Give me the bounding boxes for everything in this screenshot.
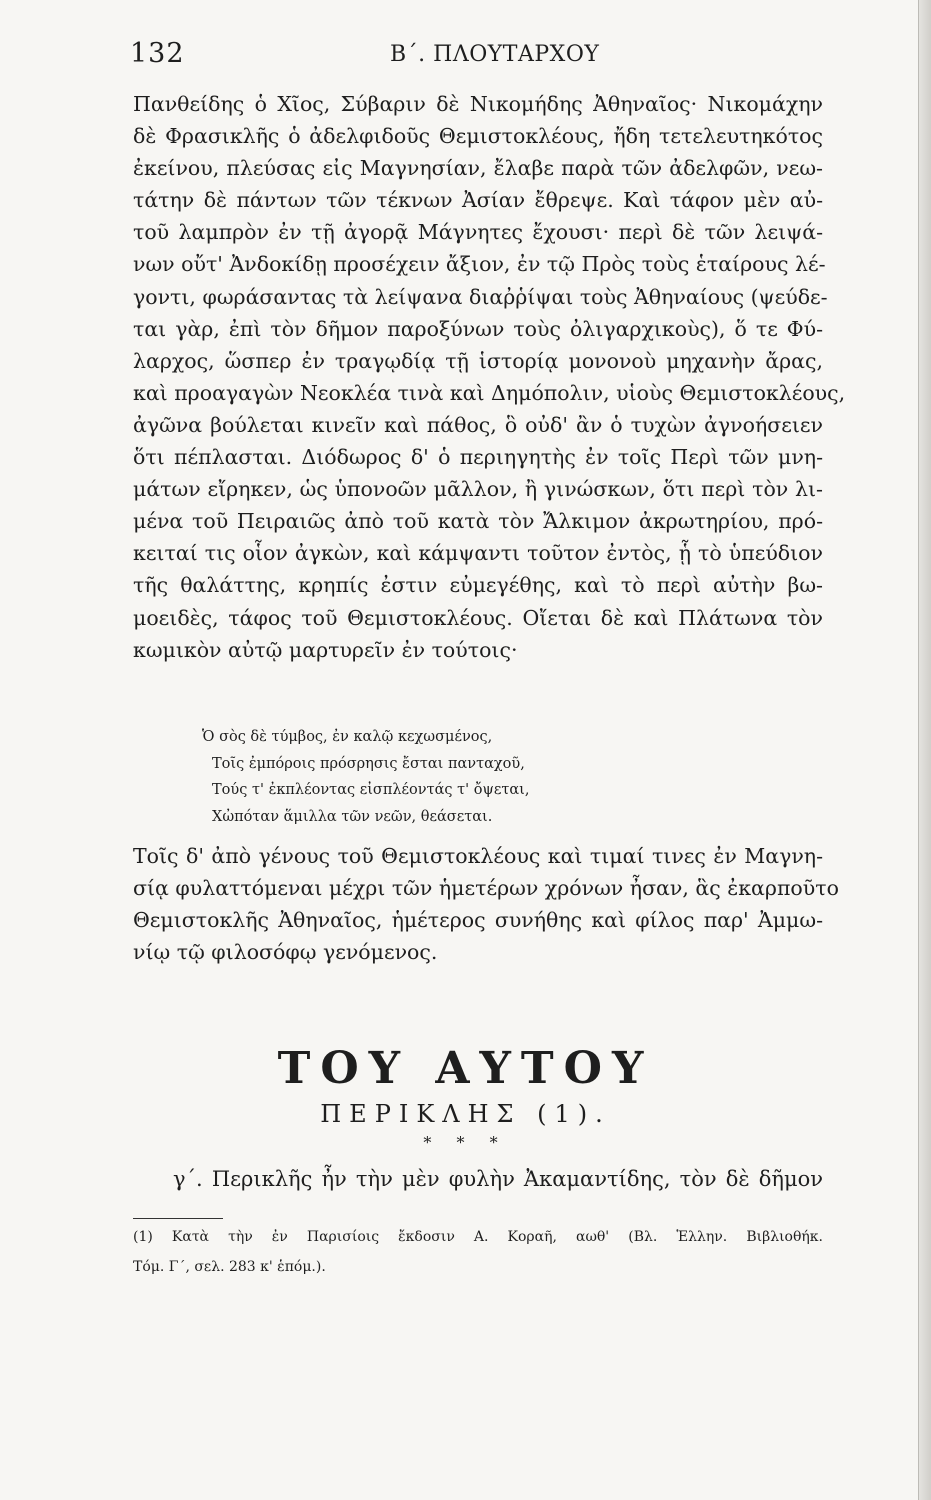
text-line: νίῳ τῷ φιλοσόφῳ γενόμενος. (133, 940, 438, 965)
body-text (133, 88, 846, 666)
page-header (0, 38, 931, 70)
footnote-rule (133, 1218, 223, 1219)
text-line: σίᾳ φυλαττόμεναι μέχρι τῶν ἡμετέρων χρόνων ἦσαν, ἃς ἐκαρποῦτο (133, 876, 839, 901)
section-opening-line: γ΄. Περικλῆς ἦν τὴν μὲν φυλὴν Ἀκαμαντίδης, τὸν δὲ δῆμον (173, 1167, 823, 1191)
text-line: ἀγῶνα βούλεται κινεῖν καὶ πάθος, ὃ οὐδ' ἂν ὁ τυχὼν ἀγνοήσειεν (133, 412, 823, 437)
text-line: τοῦ λαμπρὸν ἐν τῇ ἀγορᾷ Μάγνητες ἔχουσι· περὶ δὲ τῶν λειψά- (133, 220, 823, 245)
text-line: μάτων εἴρηκεν, ὡς ὑπονοῶν μᾶλλον, ἢ γινώσκων, ὅτι περὶ τὸν λι- (133, 477, 823, 502)
page-number: 132 (130, 38, 185, 69)
text-line: δὲ Φρασικλῆς ὁ ἀδελφιδοῦς Θεμιστοκλέους, ἤδη τετελευτηκότος (133, 124, 823, 149)
text-line: Τοῖς δ' ἀπὸ γένους τοῦ Θεμιστοκλέους καὶ τιμαί τινες ἐν Μαγνη- (133, 844, 823, 868)
text-line: ται γὰρ, ἐπὶ τὸν δῆμον παροξύνων τοὺς ὀλιγαρχικοὺς), ὅ τε Φύ- (133, 316, 823, 341)
body-text-continued (133, 840, 839, 968)
text-line: κειταί τις οἷον ἀγκὼν, καὶ κάμψαντι τοῦτον ἐντὸς, ᾗ τὸ ὑπεύδιον (133, 541, 823, 566)
section-title: ΤΟΥ ΑΥΤΟΥ (277, 1043, 654, 1094)
text-line: Θεμιστοκλῆς Ἀθηναῖος, ἡμέτερος συνήθης καὶ φίλος παρ' Ἀμμω- (133, 908, 823, 933)
footnote-line: Τόμ. Γ΄, σελ. 283 κ' ἑπόμ.). (133, 1259, 326, 1275)
footnote-line: (1) Κατὰ τὴν ἐν Παρισίοις ἔκδοσιν Α. Κοραῆ, αωθ' (Βλ. Ἑλλην. Βιβλιοθήκ. (133, 1229, 823, 1245)
text-line: λαρχος, ὥσπερ ἐν τραγῳδίᾳ τῇ ἱστορίᾳ μονονοὺ μηχανὴν ἄρας, (133, 348, 823, 373)
section-ornament: * * * (423, 1133, 508, 1152)
verse-line: Χὠπόταν ἅμιλλα τῶν νεῶν, θεάσεται. (212, 808, 493, 825)
verse-quotation (202, 724, 562, 830)
text-line: τάτην δὲ πάντων τῶν τέκνων Ἀσίαν ἔθρεψε. Καὶ τάφον μὲν αὐ- (133, 188, 823, 213)
text-line: νων οὔτ' Ἀνδοκίδῃ προσέχειν ἄξιον, ἐν τῷ Πρὸς τοὺς ἑταίρους λέ- (133, 252, 826, 277)
text-line: καὶ προαγαγὼν Νεοκλέα τινὰ καὶ Δημόπολιν, υἱοὺς Θεμιστοκλέους, (133, 380, 846, 405)
text-line: ὅτι πέπλασται. Διόδωρος δ' ὁ περιηγητὴς ἐν τοῖς Περὶ τῶν μνη- (133, 445, 823, 470)
text-line: τῆς θαλάττης, κρηπίς ἐστιν εὐμεγέθης, καὶ τὸ περὶ αὐτὴν βω- (133, 573, 823, 598)
verse-line: Ὁ σὸς δὲ τύμβος, ἐν καλῷ κεχωσμένος, (202, 729, 493, 745)
verse-line: Τοῖς ἐμπόροις πρόσρησις ἔσται πανταχοῦ, (212, 755, 525, 772)
text-line: ἐκείνου, πλεύσας εἰς Μαγνησίαν, ἔλαβε παρὰ τῶν ἀδελφῶν, νεω- (133, 156, 823, 181)
text-line: μένα τοῦ Πειραιῶς ἀπὸ τοῦ κατὰ τὸν Ἄλκιμον ἀκρωτηρίου, πρό- (133, 509, 823, 534)
text-line: κωμικὸν αὐτῷ μαρτυρεῖν ἐν τούτοις· (133, 637, 518, 662)
section-subtitle: ΠΕΡΙΚΛΗΣ (1). (320, 1100, 611, 1128)
text-line: γοντι, φωράσαντας τὰ λείψανα διαῤῥίψαι τοὺς Ἀθηναίους (ψεύδε- (133, 284, 828, 309)
running-head: Β΄. ΠΛΟΥΤΑΡΧΟΥ (390, 42, 600, 67)
text-line: μοειδὲς, τάφος τοῦ Θεμιστοκλέους. Οἴεται δὲ καὶ Πλάτωνα τὸν (133, 605, 823, 630)
footnotes (133, 1222, 823, 1282)
verse-line: Τούς τ' ἐκπλέοντας εἰσπλέοντάς τ' ὄψεται, (212, 782, 530, 798)
page-edge (918, 0, 931, 1500)
text-line: Πανθείδης ὁ Χῖος, Σύβαριν δὲ Νικομήδης Ἀθηναῖος· Νικομάχην (133, 92, 823, 116)
